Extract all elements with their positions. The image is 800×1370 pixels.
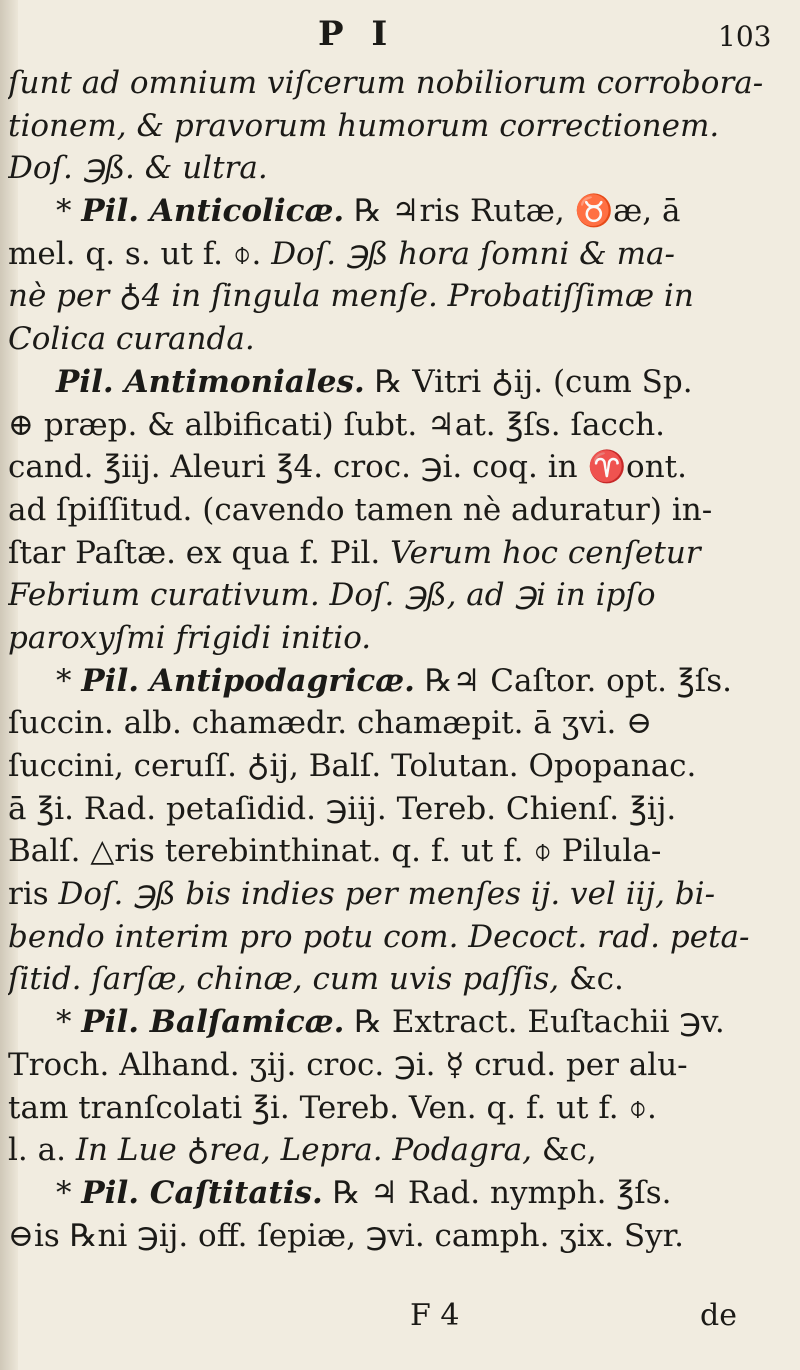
text-segment: ⊖is ℞ni ℈ij. off. ſepiæ, ℈vi. camph. ʒix. Syr. xyxy=(8,1217,684,1254)
text-segment: &c, xyxy=(532,1132,597,1169)
text-line xyxy=(8,233,788,276)
text-segment: Doſ. ℈ß bis indies per menſes ij. vel iij, bi- xyxy=(58,876,716,913)
text-segment: Troch. Alhand. ʒij. croc. ℈i. ☿ crud. per alu- xyxy=(8,1046,688,1083)
text-segment: Doſ. ℈ß hora ſomni & ma- xyxy=(271,235,675,272)
text-segment: Colica curanda. xyxy=(8,321,255,358)
text-segment: tam tranſcolati ℥i. Tereb. Ven. q. f. ut f. ⌽. xyxy=(8,1089,657,1126)
text-line xyxy=(8,147,788,190)
catchword: de xyxy=(700,1298,737,1333)
signature-mark: F 4 xyxy=(410,1298,460,1333)
text-segment: ℞ Vitri ♁ij. (cum Sp. xyxy=(364,363,693,400)
text-segment: ⊕ præp. & albificati) ſubt. ♃at. ℥ſs. ſacch. xyxy=(8,406,666,443)
text-body xyxy=(8,62,788,1257)
text-segment: cand. ℥iij. Aleuri ℥4. croc. ℈i. coq. in ♈ont. xyxy=(8,449,687,486)
text-segment: * xyxy=(56,1004,82,1041)
text-segment: ℞ Extract. Euſtachii ℈v. xyxy=(344,1004,725,1041)
text-line xyxy=(8,702,788,745)
text-segment: Pil. Antipodagricæ. xyxy=(81,662,415,699)
text-segment: Balſ. △ris terebinthinat. q. f. ut f. ⌽ Pilula- xyxy=(8,833,662,870)
text-line xyxy=(8,788,788,831)
text-line xyxy=(8,617,788,660)
text-line xyxy=(8,1001,788,1044)
text-segment: &c. xyxy=(569,961,624,998)
text-segment: ſunt ad omnium viſcerum nobiliorum corrobora- xyxy=(8,65,764,101)
text-line xyxy=(8,1172,788,1215)
text-segment: ℞ ♃ Rad. nymph. ℥ſs. xyxy=(322,1174,672,1211)
text-segment: ad ſpiſſitud. (cavendo tamen nè aduratur) in- xyxy=(8,491,713,528)
text-segment: ſtar Paſtæ. ex qua f. Pil. xyxy=(8,534,391,571)
text-segment: Pil. Caſtitatis. xyxy=(81,1174,323,1211)
text-segment: mel. q. s. ut f. ⌽. xyxy=(8,235,272,272)
text-segment: Doſ. ℈ß. & ultra. xyxy=(8,150,268,187)
text-line xyxy=(8,1129,788,1172)
text-line xyxy=(8,318,788,361)
text-segment: Pil. Anticolicæ. xyxy=(81,193,345,230)
text-line xyxy=(8,1215,788,1258)
text-segment: paroxyſmi frigidi initio. xyxy=(8,619,372,656)
text-segment: Pil. Balſamicæ. xyxy=(81,1004,345,1041)
text-segment: bendo interim pro potu com. Decoct. rad. peta- xyxy=(8,918,750,955)
text-segment: ℞ ♃ris Rutæ, ♉æ, ā xyxy=(344,193,681,230)
text-line xyxy=(8,1044,788,1087)
text-line xyxy=(8,574,788,617)
text-line xyxy=(8,1087,788,1130)
text-line xyxy=(8,190,788,233)
text-line xyxy=(8,873,788,916)
text-line xyxy=(8,745,788,788)
text-line xyxy=(8,361,788,404)
text-line xyxy=(8,446,788,489)
text-segment: l. a. xyxy=(8,1132,76,1169)
text-segment: nè per ♁4 in ſingula menſe. Probatiſſimæ in xyxy=(8,278,694,315)
text-segment: Verum hoc cenſetur xyxy=(390,534,701,571)
text-line xyxy=(8,404,788,447)
text-line xyxy=(8,62,788,105)
text-line xyxy=(8,916,788,959)
page-number: 103 xyxy=(718,20,772,53)
text-segment: In Lue ♁rea, Lepra. Podagra, xyxy=(75,1132,533,1169)
text-segment: Pil. Antimoniales. xyxy=(56,363,365,400)
page-footer xyxy=(0,1298,800,1338)
text-segment: * xyxy=(56,193,82,230)
text-segment: * xyxy=(56,662,82,699)
text-line xyxy=(8,275,788,318)
text-line xyxy=(8,489,788,532)
text-segment: * xyxy=(56,1174,82,1211)
text-line xyxy=(8,532,788,575)
text-segment: Febrium curativum. Doſ. ℈ß, ad ℈i in ipſo xyxy=(8,577,656,614)
text-segment: tionem, & pravorum humorum correctionem. xyxy=(8,107,720,144)
text-segment: ris xyxy=(8,876,59,913)
text-segment: ā ℥i. Rad. petaſidid. ℈iij. Tereb. Chienſ. ℥ij. xyxy=(8,790,677,827)
text-line xyxy=(8,830,788,873)
text-segment: ſitid. ſarſæ, chinæ, cum uvis paſſis, xyxy=(8,961,569,998)
text-line xyxy=(8,958,788,1001)
text-segment: ſuccini, ceruſſ. ♁ij, Balſ. Tolutan. Opopanac. xyxy=(8,748,697,784)
text-segment: ſuccin. alb. chamædr. chamæpit. ā ʒvi. ⊖ xyxy=(8,705,653,742)
page-header xyxy=(0,14,800,54)
running-head-signature: P I xyxy=(318,14,396,54)
text-line xyxy=(8,105,788,148)
text-segment: ℞♃ Caſtor. opt. ℥ſs. xyxy=(414,662,732,699)
text-line xyxy=(8,660,788,703)
